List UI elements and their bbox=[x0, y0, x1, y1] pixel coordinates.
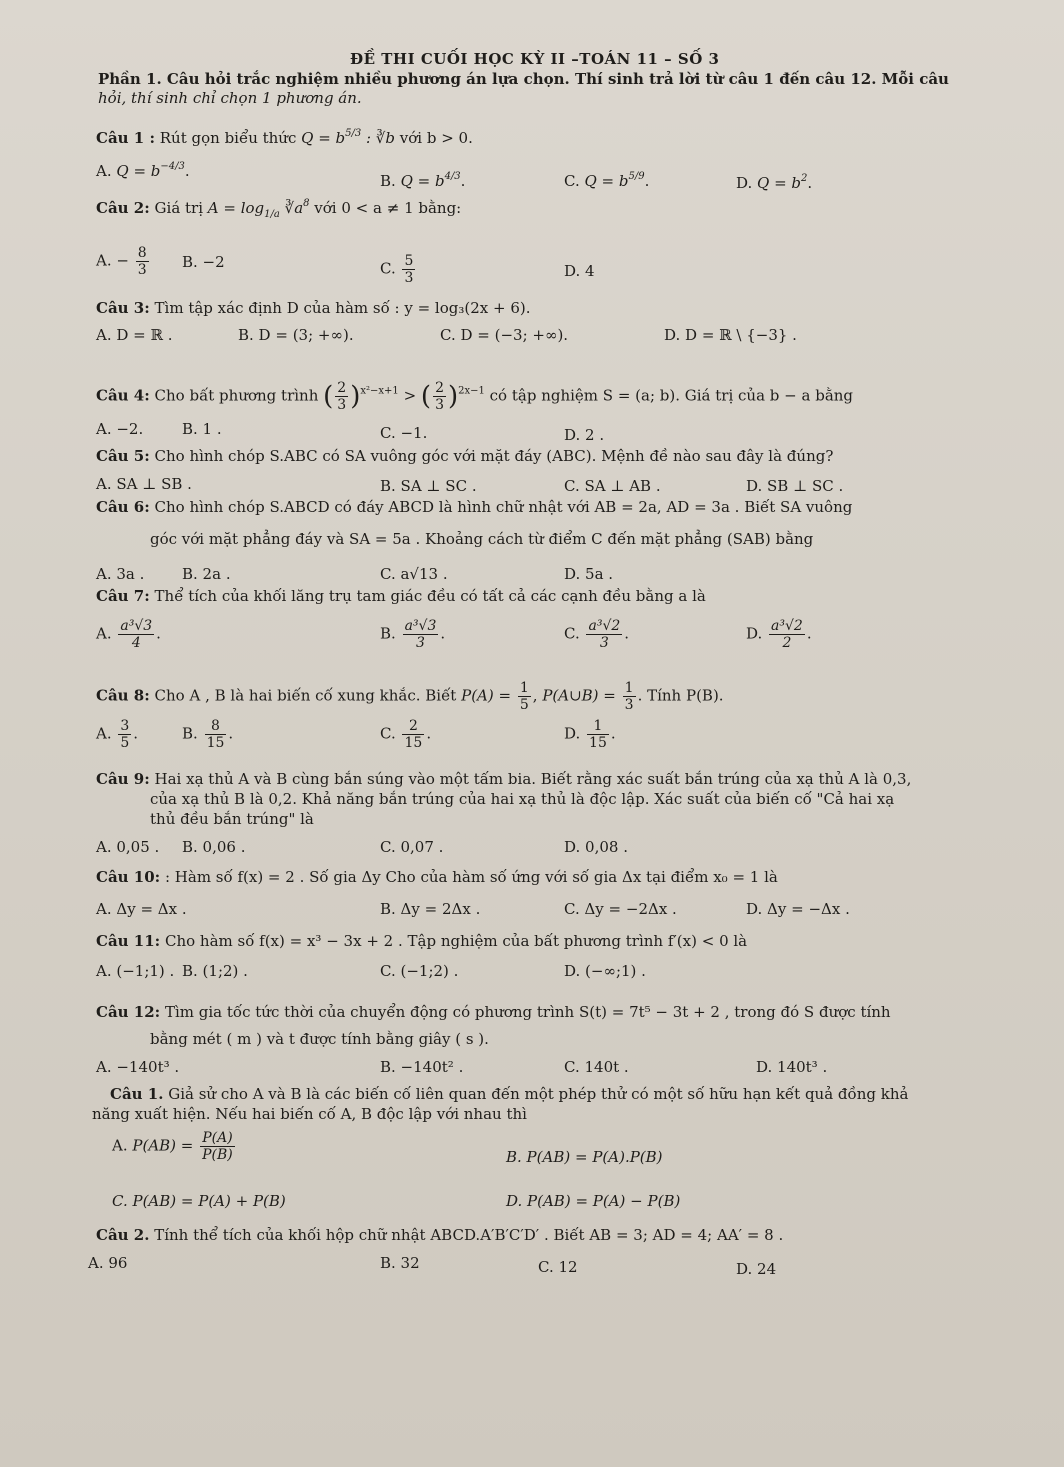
p1-option-b[interactable]: B. P(AB) = P(A).P(B) bbox=[506, 1148, 663, 1166]
question-1: Câu 1 : Rút gọn biểu thức $Q = b^{5/3}$ : ∛b với b > 0. bbox=[96, 128, 473, 147]
q9-option-d[interactable]: D. 0,08 . bbox=[564, 838, 628, 856]
p2-option-d[interactable]: D. 24 bbox=[736, 1260, 777, 1278]
part2-question-1: Câu 1. Giả sử cho A và B là các biến cố liên quan đến một phép thử có một số hữu hạn kết quả đồng khả bbox=[110, 1085, 909, 1103]
q3-option-a[interactable]: A. D = ℝ . bbox=[96, 326, 173, 344]
q5-option-d[interactable]: D. SB ⊥ SC . bbox=[746, 477, 844, 495]
q4-option-a[interactable]: A. −2. bbox=[96, 420, 144, 438]
p2-option-c[interactable]: C. 12 bbox=[538, 1258, 578, 1276]
question-5: Câu 5: Cho hình chóp S.ABC có SA vuông góc với mặt đáy (ABC). Mệnh đề nào sau đây là đúng? bbox=[96, 447, 834, 465]
question-6-cont: góc với mặt phẳng đáy và SA = 5a . Khoảng cách từ điểm C đến mặt phẳng (SAB) bằng bbox=[150, 530, 814, 548]
q11-option-b[interactable]: B. (1;2) . bbox=[182, 962, 248, 980]
q12-option-c[interactable]: C. 140t . bbox=[564, 1058, 629, 1076]
q12-option-b[interactable]: B. −140t² . bbox=[380, 1058, 464, 1076]
p2-option-a[interactable]: A. 96 bbox=[88, 1254, 128, 1272]
p2-option-b[interactable]: B. 32 bbox=[380, 1254, 420, 1272]
q1-option-d[interactable]: D. $Q = b^2$. bbox=[736, 173, 813, 192]
q6-option-a[interactable]: A. 3a . bbox=[96, 565, 145, 583]
q11-option-c[interactable]: C. (−1;2) . bbox=[380, 962, 459, 980]
p1-option-c[interactable]: C. P(AB) = P(A) + P(B) bbox=[112, 1192, 286, 1210]
question-3: Câu 3: Tìm tập xác định D của hàm số : y = log₃(2x + 6). bbox=[96, 299, 531, 317]
part2-question-2: Câu 2. Tính thể tích của khối hộp chữ nhật ABCD.A′B′C′D′ . Biết AB = 3; AD = 4; AA′ = 8 . bbox=[96, 1226, 784, 1244]
q8-option-d[interactable]: D. $\frac{1}{15}$ . bbox=[564, 718, 616, 751]
q6-option-d[interactable]: D. 5a . bbox=[564, 565, 614, 583]
q2-option-c[interactable]: C. $\frac{5}{3}$ bbox=[380, 253, 414, 286]
q8-option-a[interactable]: A. $\frac{3}{5}$ . bbox=[96, 718, 139, 751]
q3-option-c[interactable]: C. D = (−3; +∞). bbox=[440, 326, 569, 344]
part1-heading: Phần 1. Câu hỏi trắc nghiệm nhiều phương án lựa chọn. Thí sinh trả lời từ câu 1 đến câu 12. Mỗi câu bbox=[98, 70, 949, 88]
q8-option-b[interactable]: B. $\frac{8}{15}$ . bbox=[182, 718, 234, 751]
q7-option-d[interactable]: D. $\frac{\text{a³√2}}{2}$ . bbox=[746, 618, 812, 651]
q5-option-a[interactable]: A. SA ⊥ SB . bbox=[96, 475, 192, 493]
q3-option-d[interactable]: D. D = ℝ \ {−3} . bbox=[664, 326, 797, 344]
question-12-cont: bằng mét ( m ) và t được tính bằng giây ( s ). bbox=[150, 1030, 489, 1048]
q4-option-b[interactable]: B. 1 . bbox=[182, 420, 222, 438]
q7-option-c[interactable]: C. $\frac{\text{a³√2}}{3}$ . bbox=[564, 618, 630, 651]
q10-option-d[interactable]: D. Δy = −Δx . bbox=[746, 900, 850, 918]
p1-option-a[interactable]: A. P(AB) = $\frac{P(A)}{P(B)}$ bbox=[112, 1130, 233, 1163]
q9-option-b[interactable]: B. 0,06 . bbox=[182, 838, 246, 856]
q11-option-d[interactable]: D. (−∞;1) . bbox=[564, 962, 646, 980]
q2-option-d[interactable]: D. 4 bbox=[564, 262, 595, 280]
q5-option-b[interactable]: B. SA ⊥ SC . bbox=[380, 477, 477, 495]
q6-option-c[interactable]: C. a√13 . bbox=[380, 565, 448, 583]
q5-option-c[interactable]: C. SA ⊥ AB . bbox=[564, 477, 661, 495]
q4-option-c[interactable]: C. −1. bbox=[380, 424, 428, 442]
q9-option-a[interactable]: A. 0,05 . bbox=[96, 838, 160, 856]
part1-heading-cont: hỏi, thí sinh chỉ chọn 1 phương án. bbox=[98, 89, 362, 107]
q4-option-d[interactable]: D. 2 . bbox=[564, 426, 605, 444]
question-8: Câu 8: Cho A , B là hai biến cố xung khắc. Biết P(A) = $\frac{1}{5}$ , P(A∪B) = $\frac{1}{3}$ . Tính P(B). bbox=[96, 680, 724, 713]
question-12: Câu 12: Tìm gia tốc tức thời của chuyển động có phương trình S(t) = 7t⁵ − 3t + 2 , trong đó S được tính bbox=[96, 1003, 891, 1021]
question-6: Câu 6: Cho hình chóp S.ABCD có đáy ABCD là hình chữ nhật với AB = 2a, AD = 3a . Biết SA vuông bbox=[96, 498, 853, 516]
exam-title: ĐỀ THI CUỐI HỌC KỲ II –TOÁN 11 – SỐ 3 bbox=[350, 50, 720, 68]
question-4: Câu 4: Cho bất phương trình ( $\frac{2}{3}$ )$^{x^2-x+1}$ > ( $\frac{2}{3}$ )$^{2x-1}$ có tập nghiệm S = (a; b). Giá trị của b − a bằng bbox=[96, 380, 854, 413]
q3-option-b[interactable]: B. D = (3; +∞). bbox=[238, 326, 354, 344]
question-2: Câu 2: Giá trị $A = \log_{1/a}$ $∛a^8$ với 0 < a ≠ 1 bằng: bbox=[96, 198, 462, 220]
question-7: Câu 7: Thể tích của khối lăng trụ tam giác đều có tất cả các cạnh đều bằng a là bbox=[96, 587, 706, 605]
q10-option-c[interactable]: C. Δy = −2Δx . bbox=[564, 900, 677, 918]
q1-option-c[interactable]: C. $Q = b^{5/9}$. bbox=[564, 171, 650, 190]
question-9: Câu 9: Hai xạ thủ A và B cùng bắn súng vào một tấm bia. Biết rằng xác suất bắn trúng của xạ thủ A là 0,3, bbox=[96, 770, 912, 788]
q10-option-b[interactable]: B. Δy = 2Δx . bbox=[380, 900, 481, 918]
q7-option-a[interactable]: A. $\frac{\text{a³√3}}{4}$ . bbox=[96, 618, 161, 651]
question-9-cont2: thủ đều bắn trúng" là bbox=[150, 810, 314, 828]
q6-option-b[interactable]: B. 2a . bbox=[182, 565, 231, 583]
q2-option-a[interactable]: A. − $\frac{8}{3}$ bbox=[96, 245, 147, 278]
q12-option-d[interactable]: D. 140t³ . bbox=[756, 1058, 828, 1076]
q8-option-c[interactable]: C. $\frac{2}{15}$ . bbox=[380, 718, 432, 751]
q11-option-a[interactable]: A. (−1;1) . bbox=[96, 962, 175, 980]
q7-option-b[interactable]: B. $\frac{\text{a³√3}}{3}$ . bbox=[380, 618, 446, 651]
q10-option-a[interactable]: A. Δy = Δx . bbox=[96, 900, 187, 918]
question-10: Câu 10: : Hàm số f(x) = 2 . Số gia Δy Cho của hàm số ứng với số gia Δx tại điểm x₀ = 1 là bbox=[96, 868, 778, 886]
part2-question-1-cont: năng xuất hiện. Nếu hai biến cố A, B độc lập với nhau thì bbox=[92, 1105, 527, 1123]
p1-option-d[interactable]: D. P(AB) = P(A) − P(B) bbox=[506, 1192, 681, 1210]
q1-option-a[interactable]: A. $Q = b^{-4/3}$. bbox=[96, 161, 190, 180]
question-9-cont1: của xạ thủ B là 0,2. Khả năng bắn trúng của hai xạ thủ là độc lập. Xác suất của biến cố "Cả hai xạ bbox=[150, 790, 895, 808]
q2-option-b[interactable]: B. −2 bbox=[182, 253, 225, 271]
q12-option-a[interactable]: A. −140t³ . bbox=[96, 1058, 180, 1076]
q9-option-c[interactable]: C. 0,07 . bbox=[380, 838, 444, 856]
question-11: Câu 11: Cho hàm số f(x) = x³ − 3x + 2 . Tập nghiệm của bất phương trình f′(x) < 0 là bbox=[96, 932, 748, 950]
q1-option-b[interactable]: B. $Q = b^{4/3}$. bbox=[380, 171, 466, 190]
